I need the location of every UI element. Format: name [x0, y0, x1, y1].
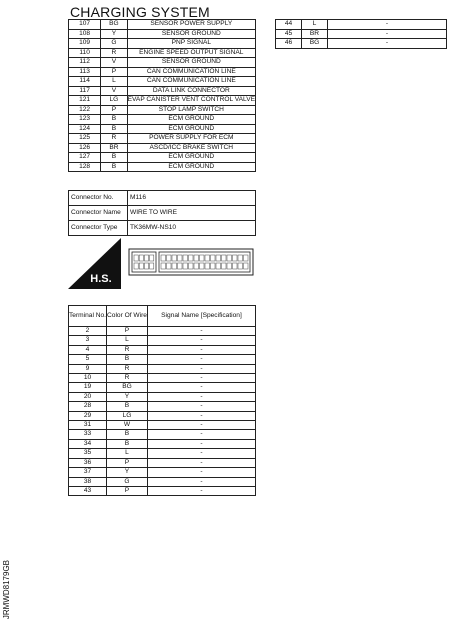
terminal-cell: 34 [69, 439, 107, 448]
connector-no-value: M116 [128, 191, 256, 206]
wire-color-cell: BG [302, 39, 328, 49]
terminal-cell: 3 [69, 336, 107, 345]
wire-color-cell: P [107, 327, 148, 336]
signal-name-cell: ECM GROUND [127, 153, 255, 163]
signal-name-cell: SENSOR POWER SUPPLY [127, 20, 255, 30]
hs-logo [68, 238, 121, 289]
terminal-cell: 38 [69, 477, 107, 486]
signal-name-cell: POWER SUPPLY FOR ECM [127, 134, 255, 144]
signal-name-cell: - [147, 439, 255, 448]
signal-name-cell: - [147, 458, 255, 467]
terminal-cell: 124 [69, 124, 101, 134]
signal-name-cell: CAN COMMUNICATION LINE [127, 77, 255, 87]
signal-name-cell: - [147, 411, 255, 420]
wire-color-cell: BG [107, 383, 148, 392]
terminal-cell: 43 [69, 486, 107, 495]
connector-face-diagram [128, 248, 254, 276]
wire-color-cell: G [107, 477, 148, 486]
header-color: Color Of Wire [107, 306, 148, 327]
table-row [69, 458, 256, 467]
signal-name-cell: ASCD/ICC BRAKE SWITCH [127, 143, 255, 153]
wire-color-cell: LG [101, 96, 127, 106]
terminal-cell: 121 [69, 96, 101, 106]
wire-color-cell: B [107, 430, 148, 439]
signal-name-cell: - [147, 486, 255, 495]
connector-name-row [69, 206, 256, 221]
page-title: CHARGING SYSTEM [70, 4, 210, 20]
table-row [276, 29, 447, 39]
table-row [69, 430, 256, 439]
terminal-cell: 33 [69, 430, 107, 439]
terminal-cell: 31 [69, 421, 107, 430]
connector-no-row [69, 191, 256, 206]
terminal-cell: 2 [69, 327, 107, 336]
connector-type-label: Connector Type [69, 221, 128, 236]
wire-color-cell: B [101, 124, 127, 134]
table-row [69, 48, 256, 58]
connector-type-row [69, 221, 256, 236]
wire-color-cell: B [101, 162, 127, 172]
signal-name-cell: - [147, 383, 255, 392]
table-row [69, 392, 256, 401]
table-row [69, 162, 256, 172]
table-row [69, 364, 256, 373]
table-row [69, 449, 256, 458]
wire-color-cell: R [101, 134, 127, 144]
signal-name-cell: DATA LINK CONNECTOR [127, 86, 255, 96]
table-row [69, 105, 256, 115]
terminal-cell: 44 [276, 20, 302, 30]
wire-color-cell: R [107, 345, 148, 354]
terminal-cell: 46 [276, 39, 302, 49]
table-row [69, 86, 256, 96]
connector-info-table [68, 190, 256, 236]
signal-name-cell: - [147, 364, 255, 373]
wire-color-cell: L [107, 449, 148, 458]
signal-name-cell: - [147, 468, 255, 477]
signal-name-cell: - [147, 449, 255, 458]
table-row [69, 411, 256, 420]
hs-logo-text: H.S. [90, 273, 112, 285]
table-row [276, 39, 447, 49]
wire-color-cell: P [107, 486, 148, 495]
terminal-cell: 37 [69, 468, 107, 477]
hs-logo-graphic [68, 238, 121, 289]
terminal-cell: 117 [69, 86, 101, 96]
signal-name-cell: STOP LAMP SWITCH [127, 105, 255, 115]
terminal-cell: 35 [69, 449, 107, 458]
table-row [69, 468, 256, 477]
signal-name-cell: - [147, 327, 255, 336]
terminal-cell: 110 [69, 48, 101, 58]
table-row [69, 327, 256, 336]
signal-name-cell: - [328, 29, 447, 39]
table-row [69, 134, 256, 144]
signal-name-cell: SENSOR GROUND [127, 58, 255, 68]
terminal-cell: 36 [69, 458, 107, 467]
signal-name-cell: - [147, 421, 255, 430]
table-row [69, 67, 256, 77]
terminal-cell: 123 [69, 115, 101, 125]
terminal-cell: 20 [69, 392, 107, 401]
header-terminal: Terminal No. [69, 306, 107, 327]
terminal-cell: 4 [69, 345, 107, 354]
table-row [69, 383, 256, 392]
table-row [69, 153, 256, 163]
table-row [69, 115, 256, 125]
table-row [69, 77, 256, 87]
table-row [69, 421, 256, 430]
signal-name-cell: - [328, 39, 447, 49]
wire-color-cell: Y [101, 29, 127, 39]
wire-color-cell: P [101, 67, 127, 77]
connector-no-label: Connector No. [69, 191, 128, 206]
wire-color-cell: Y [107, 392, 148, 401]
figure-code: JRMWD8179GB [2, 560, 11, 620]
wire-color-cell: BR [302, 29, 328, 39]
wire-color-cell: P [107, 458, 148, 467]
signal-name-cell: ECM GROUND [127, 115, 255, 125]
wire-color-cell: B [101, 115, 127, 125]
wire-color-cell: BG [101, 20, 127, 30]
terminal-cell: 28 [69, 402, 107, 411]
table-row [69, 374, 256, 383]
connector-name-label: Connector Name [69, 206, 128, 221]
terminal-cell: 126 [69, 143, 101, 153]
signal-name-cell: - [147, 345, 255, 354]
terminal-cell: 107 [69, 20, 101, 30]
wire-color-cell: B [107, 355, 148, 364]
signal-name-cell: ENGINE SPEED OUTPUT SIGNAL [127, 48, 255, 58]
terminal-table-header [69, 306, 256, 327]
signal-name-cell: - [147, 392, 255, 401]
terminal-cell: 45 [276, 29, 302, 39]
table-row [276, 20, 447, 30]
terminal-cell: 9 [69, 364, 107, 373]
table-row [69, 402, 256, 411]
wire-color-cell: R [107, 374, 148, 383]
table-row [69, 355, 256, 364]
terminal-cell: 29 [69, 411, 107, 420]
wire-color-cell: V [101, 86, 127, 96]
table-row [69, 29, 256, 39]
wire-color-cell: L [302, 20, 328, 30]
wire-color-cell: LG [107, 411, 148, 420]
signal-name-cell: SENSOR GROUND [127, 29, 255, 39]
wire-color-cell: G [101, 39, 127, 49]
signal-name-cell: PNP SIGNAL [127, 39, 255, 49]
signal-name-cell: ECM GROUND [127, 162, 255, 172]
terminal-cell: 113 [69, 67, 101, 77]
terminal-cell: 122 [69, 105, 101, 115]
wire-color-cell: V [101, 58, 127, 68]
signal-name-cell: - [147, 336, 255, 345]
table-row [69, 336, 256, 345]
continued-terminal-table [275, 19, 447, 49]
wire-color-cell: W [107, 421, 148, 430]
terminal-table [68, 305, 256, 496]
table-row [69, 39, 256, 49]
signal-name-cell: - [147, 374, 255, 383]
terminal-cell: 114 [69, 77, 101, 87]
table-row [69, 439, 256, 448]
connector-type-value: TK36MW-NS10 [128, 221, 256, 236]
terminal-cell: 112 [69, 58, 101, 68]
table-row [69, 486, 256, 495]
signal-name-cell: - [328, 20, 447, 30]
wire-color-cell: L [101, 77, 127, 87]
wire-color-cell: B [107, 439, 148, 448]
table-row [69, 96, 256, 106]
ecm-terminal-table [68, 19, 256, 172]
connector-name-value: WIRE TO WIRE [128, 206, 256, 221]
signal-name-cell: ECM GROUND [127, 124, 255, 134]
signal-name-cell: - [147, 402, 255, 411]
header-signal: Signal Name [Specification] [147, 306, 255, 327]
terminal-cell: 109 [69, 39, 101, 49]
table-row [69, 345, 256, 354]
table-row [69, 20, 256, 30]
wire-color-cell: L [107, 336, 148, 345]
signal-name-cell: - [147, 430, 255, 439]
terminal-cell: 108 [69, 29, 101, 39]
signal-name-cell: CAN COMMUNICATION LINE [127, 67, 255, 77]
wire-color-cell: P [101, 105, 127, 115]
signal-name-cell: - [147, 477, 255, 486]
terminal-cell: 127 [69, 153, 101, 163]
wire-color-cell: B [107, 402, 148, 411]
table-row [69, 58, 256, 68]
terminal-cell: 10 [69, 374, 107, 383]
table-row [69, 477, 256, 486]
wire-color-cell: B [101, 153, 127, 163]
terminal-cell: 125 [69, 134, 101, 144]
wire-color-cell: BR [101, 143, 127, 153]
table-row [69, 124, 256, 134]
signal-name-cell: - [147, 355, 255, 364]
signal-name-cell: EVAP CANISTER VENT CONTROL VALVE [127, 96, 255, 103]
terminal-cell: 128 [69, 162, 101, 172]
terminal-cell: 5 [69, 355, 107, 364]
wire-color-cell: Y [107, 468, 148, 477]
wire-color-cell: R [101, 48, 127, 58]
table-row [69, 143, 256, 153]
terminal-cell: 19 [69, 383, 107, 392]
wire-color-cell: R [107, 364, 148, 373]
